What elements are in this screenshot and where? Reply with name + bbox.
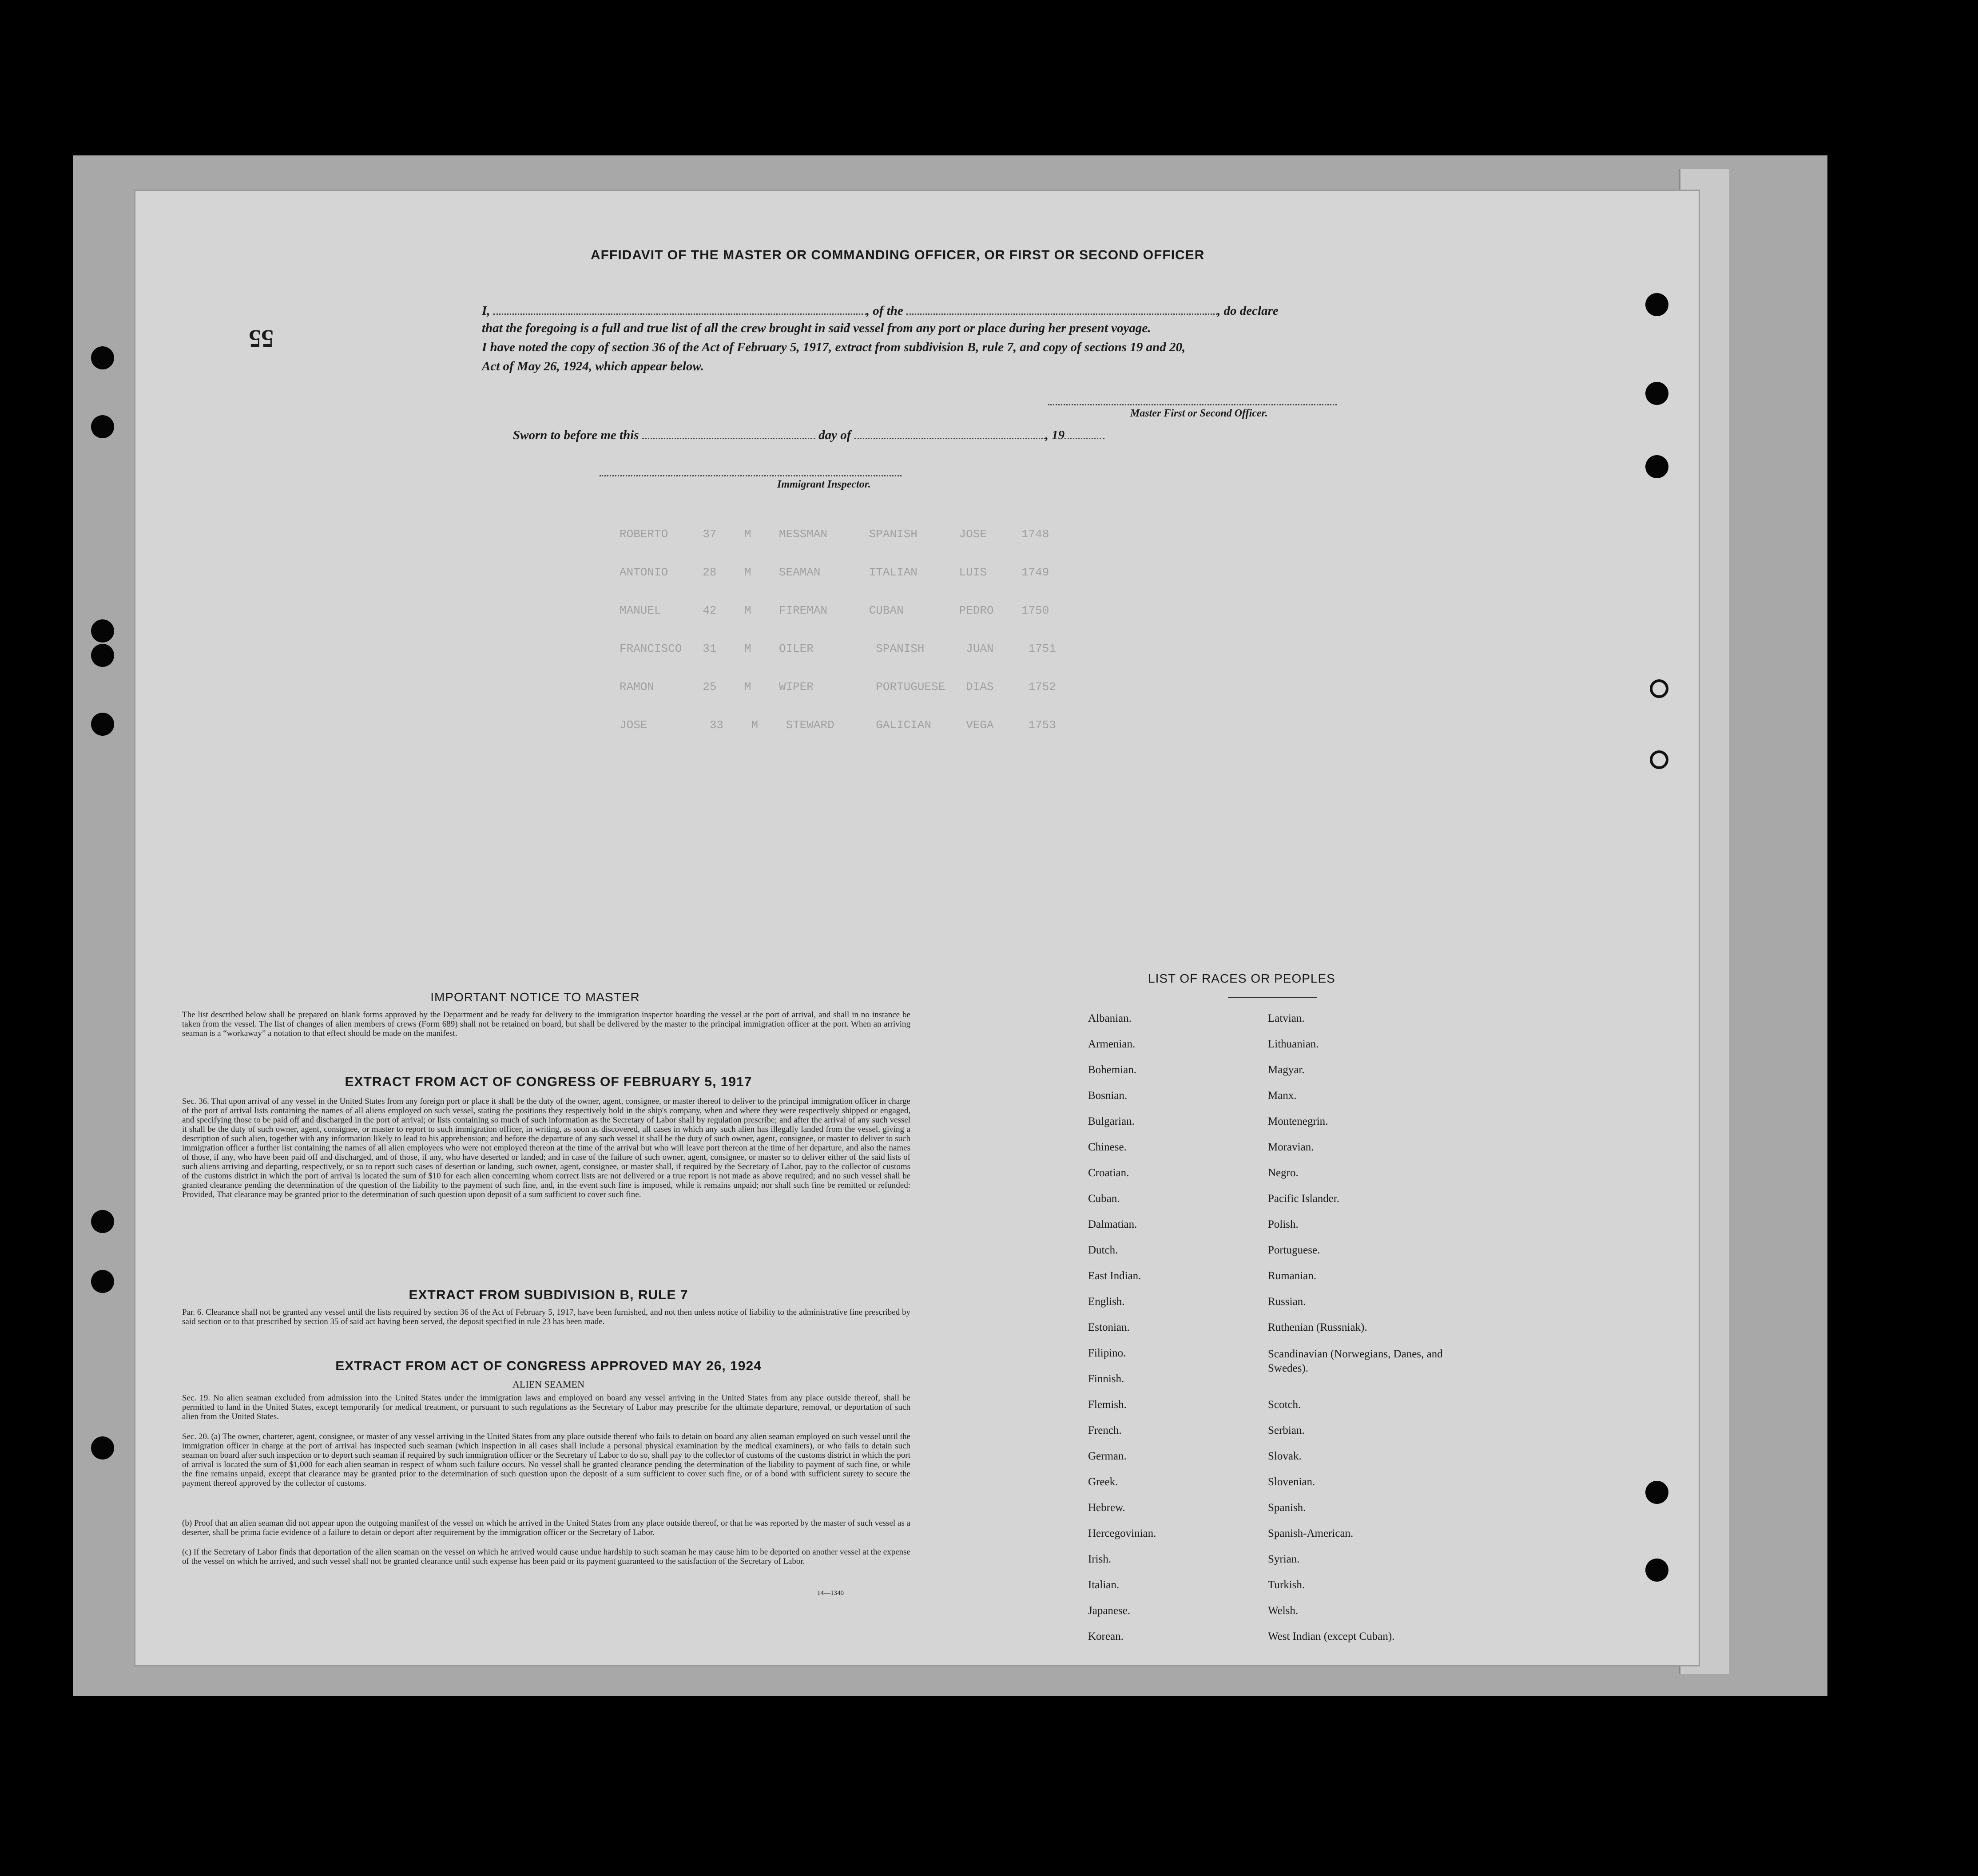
race-item: Portuguese. <box>1268 1244 1320 1256</box>
race-item: Irish. <box>1088 1553 1112 1565</box>
race-item: Cuban. <box>1088 1193 1120 1205</box>
race-item: Hercegovinian. <box>1088 1527 1156 1539</box>
binder-hole <box>1645 382 1668 405</box>
race-item: Bohemian. <box>1088 1064 1137 1076</box>
extract-rule7-text: Par. 6. Clearance shall not be granted any vessel until the lists required by section 36 of the Act of February 5, 1917, have been furnished, and not then unless notice of liability to the administrative fine prescribed by said section or to that prescribed by section 35 of said act having been served, the deposit specified in rule 23 has been made. <box>182 1308 910 1326</box>
race-item: German. <box>1088 1450 1127 1462</box>
race-item: Slovak. <box>1268 1450 1302 1462</box>
binder-hole <box>91 619 114 643</box>
binder-hole <box>91 644 114 667</box>
vessel-connector: , of the <box>866 304 903 318</box>
affidavit-title: AFFIDAVIT OF THE MASTER OR COMMANDING OFFICER, OR FIRST OR SECOND OFFICER <box>591 248 1205 262</box>
sworn-day-of-label: day of <box>818 428 851 442</box>
race-item: Korean. <box>1088 1630 1124 1642</box>
binder-hole <box>91 415 114 438</box>
extract-1924-sec20c: (c) If the Secretary of Labor finds that deportation of the alien seaman on the vessel on which he arrived would cause undue hardship to such seaman he may cause him to be deported on another vessel at the expense of the vessel on which he arrived, and such vessel shall not be granted clearance until such expense has been paid or its payment guaranteed to the satisfaction of the Secretary of Labor. <box>182 1547 910 1566</box>
race-item: Italian. <box>1088 1579 1120 1591</box>
race-item: Spanish-American. <box>1268 1527 1354 1539</box>
race-item: Filipino. <box>1088 1347 1126 1359</box>
declarant-prefix: I, <box>482 304 490 318</box>
race-item: Rumanian. <box>1268 1270 1317 1282</box>
race-item: Lithuanian. <box>1268 1038 1319 1050</box>
race-item: Scotch. <box>1268 1399 1301 1411</box>
master-signature-label: Master First or Second Officer. <box>1130 408 1268 419</box>
race-item: Serbian. <box>1268 1424 1305 1436</box>
binder-hole <box>91 1270 114 1293</box>
extract-1917-title: EXTRACT FROM ACT OF CONGRESS OF FEBRUARY 5, 1917 <box>345 1075 752 1089</box>
bleed-through-rows: ROBERTO 37 M MESSMAN SPANISH JOSE 1748 ANTONIO 28 M SEAMAN ITALIAN LUIS 1749 MANUEL 42 M FIREMAN CUBAN PEDRO 1750 FRANCISCO 31 M OILER SPANISH JUAN 1751 RAMON 25 M WIPER PORTUGUESE DIAS 1752 JOSE 33 M STEWARD GALICIAN VEGA 1753 <box>620 528 1056 732</box>
race-item: Finnish. <box>1088 1373 1124 1385</box>
binder-hole <box>1650 750 1668 769</box>
race-item: Slovenian. <box>1268 1476 1315 1488</box>
race-item: Japanese. <box>1088 1605 1131 1617</box>
inspector-signature-line[interactable] <box>600 475 902 476</box>
binder-hole <box>1645 1559 1668 1582</box>
extract-1924-sec20a: Sec. 20. (a) The owner, charterer, agent, consignee, or master of any vessel arriving in the United States from any place outside thereof who fails to detain on board any alien seaman employed on such vessel until the immigration officer in charge at the port of arrival has inspected such seaman (which inspection in all cases shall include a personal physical examination by the medical examiners), or who fails to detain such seaman on board after such inspection or to deport such seaman if required by such immigration officer or the Secretary of Labor to do so, shall pay to the collector of customs of the customs district in which the port of arrival is located the sum of $1,000 for each alien seaman in respect of whom such failure occurs. No vessel shall be granted clearance pending the determination of the liability to payment of such fine, or while the fine remains unpaid, except that clearance may be granted prior to the determination of such question upon the deposit of a sum sufficient to cover such fine, or of a bond with sufficient surety to secure the payment thereof approved by the collector of customs. <box>182 1432 910 1488</box>
race-item: Turkish. <box>1268 1579 1305 1591</box>
race-item: Dutch. <box>1088 1244 1118 1256</box>
affidavit-line-1 <box>482 302 1279 318</box>
page-number: 55 <box>249 325 274 352</box>
race-item: Croatian. <box>1088 1167 1129 1179</box>
race-item: Albanian. <box>1088 1012 1132 1024</box>
declarant-name-field[interactable] <box>493 302 866 315</box>
extract-rule7-title: EXTRACT FROM SUBDIVISION B, RULE 7 <box>409 1288 688 1302</box>
binder-hole <box>91 1436 114 1460</box>
race-item: Montenegrin. <box>1268 1115 1328 1127</box>
sworn-line <box>513 426 1104 443</box>
race-item: Scandinavian (Norwegians, Danes, and Swedes). <box>1268 1348 1443 1374</box>
extract-1917-text: Sec. 36. That upon arrival of any vessel in the United States from any foreign port or place it shall be the duty of the owner, agent, consignee, or master thereof to deliver to the principal immigration officer in charge of the port of arrival lists containing the names of all aliens employed on such vessel, stating the positions they respectively hold in the ship's company, when and where they were respectively shipped or engaged, and specifying those to be paid off and discharged in the port of arrival; or lists containing so much of such information as the Secretary of Labor shall by regulation prescribe; and after the arrival of any such vessel it shall be the duty of such owner, agent, consignee, or master to report to such immigration officer, in writing, as soon as discovered, all cases in which any such alien has illegally landed from the vessel, giving a description of such alien, together with any information likely to lead to his apprehension; and before the departure of any such vessel it shall be the duty of such owner, agent, consignee, or master to deliver to such immigration officer a further list containing the names of all alien employees who were not employed thereon at the time of the arrival but who will leave port thereon at the time of her departure, and also the names of those, if any, who have been paid off and discharged, and of those, if any, who have deserted or landed; and in case of the failure of such owner, agent, consignee, or master so to deliver either of the said lists of such aliens arriving and departing, respectively, or so to report such cases of desertion or landing, such owner, agent, consignee, or master shall, if required by the Secretary of Labor, pay to the collector of customs of the customs district in which the port of arrival is located the sum of $10 for each alien concerning whom correct lists are not delivered or a true report is not made as above required; and no such vessel shall be granted clearance pending the determination of the question of the liability to the payment of such fine, and, in the event such fine is imposed, while it remains unpaid; nor shall such fine be remitted or refunded: Provided, That clearance may be granted prior to the determination of such question upon deposit of a sum sufficient to cover such fine. <box>182 1097 910 1199</box>
races-title: LIST OF RACES OR PEOPLES <box>1148 972 1335 985</box>
race-item: Bulgarian. <box>1088 1115 1135 1127</box>
race-item: Polish. <box>1268 1218 1299 1230</box>
race-item: Hebrew. <box>1088 1502 1125 1514</box>
race-item: Chinese. <box>1088 1141 1127 1153</box>
extract-1924-subtitle: ALIEN SEAMEN <box>512 1379 584 1390</box>
race-item: English. <box>1088 1296 1125 1308</box>
race-item: Ruthenian (Russniak). <box>1268 1321 1367 1333</box>
master-signature-line[interactable] <box>1048 404 1337 405</box>
race-item: East Indian. <box>1088 1270 1141 1282</box>
binder-hole <box>91 713 114 736</box>
race-item: West Indian (except Cuban). <box>1268 1630 1395 1642</box>
race-item: Welsh. <box>1268 1605 1299 1617</box>
race-item: Moravian. <box>1268 1141 1314 1153</box>
race-item: Bosnian. <box>1088 1090 1128 1102</box>
affidavit-line-3: I have noted the copy of section 36 of the Act of February 5, 1917, extract from subdivision B, rule 7, and copy of sections 19 and 20, <box>482 340 1186 354</box>
binder-hole <box>1650 679 1668 698</box>
sworn-label: Sworn to before me this <box>513 428 639 442</box>
sworn-day-field[interactable] <box>642 426 815 439</box>
race-item: Russian. <box>1268 1296 1306 1308</box>
races-left-column <box>1088 1012 1257 1647</box>
affidavit-line-4: Act of May 26, 1924, which appear below. <box>482 359 704 373</box>
sworn-month-field[interactable] <box>854 426 1045 439</box>
race-item: Manx. <box>1268 1090 1297 1102</box>
extract-1924-title: EXTRACT FROM ACT OF CONGRESS APPROVED MAY 26, 1924 <box>335 1359 762 1373</box>
binder-hole <box>1645 455 1668 478</box>
sworn-year-label: , 19 <box>1045 428 1065 442</box>
affidavit-form-page <box>135 191 1699 1665</box>
sworn-year-field[interactable] <box>1064 426 1104 439</box>
declare-suffix: , do declare <box>1217 304 1279 318</box>
vessel-name-field[interactable] <box>906 302 1217 315</box>
race-item: Dalmatian. <box>1088 1218 1137 1230</box>
race-item: Pacific Islander. <box>1268 1193 1340 1205</box>
race-item: Magyar. <box>1268 1064 1305 1076</box>
binder-hole <box>91 346 114 369</box>
race-item: Spanish. <box>1268 1502 1306 1514</box>
extract-1924-sec19: Sec. 19. No alien seaman excluded from admission into the United States under the immigration laws and employed on board any vessel arriving in the United States from any place outside thereof, shall be permitted to land in the United States, except temporarily for medical treatment, or pursuant to such regulations as the Secretary of Labor may prescribe for the ultimate departure, removal, or deportation of such alien from the United States. <box>182 1393 910 1421</box>
races-title-rule <box>1228 997 1317 998</box>
race-item: Estonian. <box>1088 1321 1130 1333</box>
race-item: Syrian. <box>1268 1553 1300 1565</box>
race-item: French. <box>1088 1424 1122 1436</box>
binder-hole <box>91 1210 114 1233</box>
notice-title: IMPORTANT NOTICE TO MASTER <box>430 990 640 1004</box>
extract-1924-sec20b: (b) Proof that an alien seaman did not appear upon the outgoing manifest of the vessel on which he arrived in the United States from any place outside thereof, or that he was reported by the master of such vessel as a deserter, shall be prima facie evidence of a failure to detain or deport after requirement by the immigration officer or the Secretary of Labor. <box>182 1519 910 1537</box>
race-item: Latvian. <box>1268 1012 1305 1024</box>
races-right-column <box>1268 1012 1499 1647</box>
affidavit-line-2: that the foregoing is a full and true list of all the crew brought in said vessel from any port or place during her present voyage. <box>482 321 1151 335</box>
form-number: 14—1340 <box>817 1590 844 1597</box>
race-item: Greek. <box>1088 1476 1118 1488</box>
inspector-label: Immigrant Inspector. <box>777 479 871 490</box>
binder-hole <box>1645 293 1668 316</box>
binder-hole <box>1645 1481 1668 1504</box>
race-item: Flemish. <box>1088 1399 1127 1411</box>
race-item: Negro. <box>1268 1167 1299 1179</box>
race-item: Armenian. <box>1088 1038 1136 1050</box>
notice-text: The list described below shall be prepared on blank forms approved by the Department and be ready for delivery to the immigration inspector boarding the vessel at the port of arrival, and shall in no instance be taken from the vessel. The list of changes of alien members of crews (Form 689) shall not be retained on board, but shall be delivered by the master to the principal immigration officer at the port. When an arriving seaman is a “workaway” a notation to that effect should be made on the manifest. <box>182 1010 910 1038</box>
